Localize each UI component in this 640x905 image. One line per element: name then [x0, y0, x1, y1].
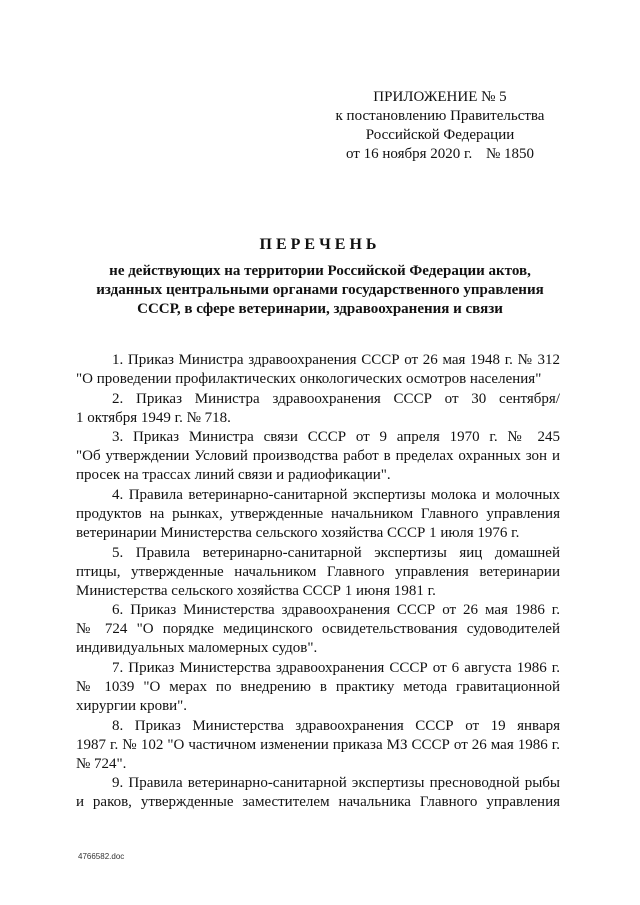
item-line: 2. Приказ Министра здравоохранения СССР от 30 сентября/	[112, 390, 560, 407]
item-line: 1. Приказ Министра здравоохранения СССР от 26 мая 1948 г. № 312	[112, 352, 560, 368]
list-item	[76, 351, 560, 389]
item-line: "Об утверждении Условий производства работ в пределах охранных зон и	[76, 448, 560, 465]
item-line: 1987 г. № 102 "О частичном изменении приказа МЗ СССР от 26 мая 1986 г.	[76, 736, 560, 753]
item-line: 9. Правила ветеринарно-санитарной экспертизы пресноводной рыбы	[112, 775, 560, 792]
subtitle-line: изданных центральными органами государственного управления	[96, 282, 544, 298]
item-line: "О проведении профилактических онкологических осмотров населения"	[76, 371, 542, 388]
item-line: птицы, утвержденные начальником Главного управления ветеринарии	[76, 563, 560, 580]
list-item	[76, 428, 560, 485]
item-line: 1 октября 1949 г. № 718.	[76, 409, 231, 426]
annex-line-2: Российской Федерации	[365, 127, 515, 143]
document-subtitle	[60, 262, 580, 319]
annex-date-line	[330, 145, 550, 164]
item-line: ветеринарии Министерства сельского хозяйства СССР 1 июля 1976 г.	[76, 525, 520, 542]
footer-file-name: 4766582.doc	[78, 852, 125, 861]
item-line: хирургии крови".	[76, 698, 188, 715]
subtitle-line: не действующих на территории Российской Федерации актов,	[109, 263, 531, 279]
item-line: и раков, утвержденные заместителем начальника Главного управления	[76, 794, 560, 811]
item-line: № 724 "О порядке медицинского освидетельствования судоводителей	[76, 621, 560, 638]
item-line: 8. Приказ Министерства здравоохранения СССР от 19 января	[112, 717, 560, 734]
item-line: 6. Приказ Министерства здравоохранения СССР от 26 мая 1986 г.	[112, 602, 560, 619]
annex-header	[330, 88, 550, 164]
list-item	[76, 544, 560, 601]
annex-date: от 16 ноября 2020 г.	[345, 146, 473, 162]
item-line: 4. Правила ветеринарно-санитарной экспертизы молока и молочных	[112, 486, 560, 503]
item-line: 7. Приказ Министерства здравоохранения СССР от 6 августа 1986 г.	[112, 659, 560, 676]
annex-title: ПРИЛОЖЕНИЕ № 5	[373, 89, 507, 105]
item-line: индивидуальных маломерных судов".	[76, 640, 318, 657]
item-line: 5. Правила ветеринарно-санитарной экспертизы яиц домашней	[112, 544, 560, 561]
items-list	[76, 351, 560, 813]
list-item	[76, 717, 560, 774]
item-line: № 1039 "О мерах по внедрению в практику метода гравитационной	[76, 678, 560, 695]
list-item	[76, 659, 560, 716]
list-item	[76, 774, 560, 812]
list-item	[76, 601, 560, 658]
list-item	[76, 390, 560, 428]
list-item	[76, 486, 560, 543]
item-line: Министерства сельского хозяйства СССР 1 июня 1981 г.	[76, 582, 436, 599]
item-line: 3. Приказ Министра связи СССР от 9 апреля 1970 г. № 245	[112, 429, 560, 446]
item-line: продуктов на рынках, утвержденные начальником Главного управления	[76, 505, 560, 522]
item-line: просек на трассах линий связи и радиофикации".	[76, 467, 391, 484]
subtitle-line: СССР, в сфере ветеринарии, здравоохранения и связи	[137, 301, 503, 317]
annex-number: № 1850	[485, 146, 535, 162]
item-line: № 724".	[76, 755, 127, 772]
annex-line-1: к постановлению Правительства	[335, 108, 545, 124]
document-title: ПЕРЕЧЕНЬ	[259, 236, 381, 253]
